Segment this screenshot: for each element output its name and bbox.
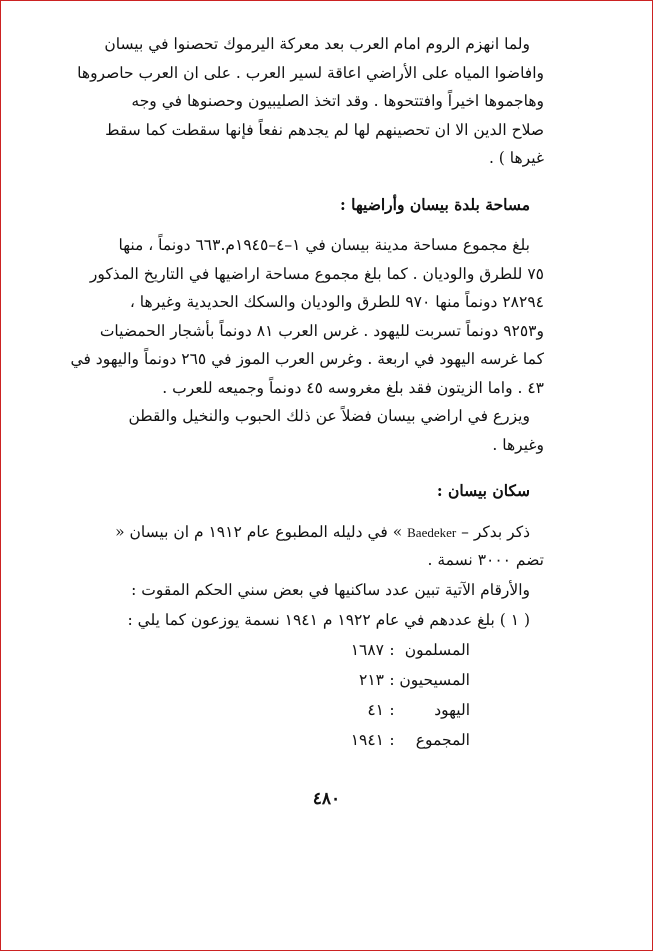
colon: : [389, 730, 395, 749]
census-item-1: ( ١ ) بلغ عددهم في عام ١٩٢٢ م ١٩٤١ نسمة يوزعون كما يلي : [127, 610, 530, 629]
text-fragment: » في دليله المطبوع عام ١٩١٢ م ان بيسان « [115, 522, 403, 541]
text-line: ويزرع في اراضي بيسان فضلاً عن ذلك الحبوب والنخيل والقطن [128, 407, 530, 425]
population-label: المسيحيون [399, 670, 470, 689]
population-label: المجموع [415, 730, 470, 749]
population-row [70, 665, 470, 695]
intro-line: والأرقام الآتية تبين عدد ساكنيها في بعض سني الحكم المقوت : [131, 580, 530, 599]
population-label: اليهود [434, 700, 470, 719]
population-value: ٤١ [367, 700, 384, 719]
text-line: ٧٥ للطرق والوديان . كما بلغ مجموع مساحة اراضيها في التاريخ المذكور [89, 264, 544, 283]
text-fragment: ذكر بدكر – [461, 522, 530, 541]
population-row [70, 725, 470, 755]
text-line: غيرها ) . [488, 149, 544, 167]
colon: : [389, 640, 395, 659]
text-line [70, 518, 530, 547]
colon: : [389, 700, 395, 719]
text-line: كما غرسه اليهود في اربعة . وغرس العرب الموز في ٢٦٥ دونماً واليهود في [70, 350, 544, 368]
text-line: و٩٢٥٣ دونماً تسربت لليهود . غرس العرب ٨١ دونماً بأشجار الحمضيات [99, 321, 544, 340]
population-value: ١٦٨٧ [350, 640, 384, 659]
heading-area: مساحة بلدة بيسان وأراضيها : [340, 194, 530, 214]
page-content [70, 30, 544, 755]
text-line: تضم ٣٠٠٠ نسمة . [427, 551, 544, 569]
text-line: وغيرها . [492, 435, 544, 454]
population-table [70, 635, 544, 755]
population-row [70, 635, 470, 665]
text-line: وافاضوا المياه على الأراضي اعاقة لسير العرب . على ان العرب حاصروها [77, 63, 544, 82]
paragraph-crops [70, 402, 544, 459]
text-line: ولما انهزم الروم امام العرب بعد معركة اليرموك تحصنوا في بيسان [104, 35, 530, 53]
latin-name: Baedeker [407, 524, 457, 540]
population-row [70, 695, 470, 725]
population-value: ٢١٣ [359, 670, 384, 689]
paragraph-area [70, 231, 544, 402]
text-line: ٢٨٢٩٤ دونماً منها ٩٧٠ للطرق والوديان والسكك الحديدية وغيرها ، [129, 293, 544, 311]
text-line: بلغ مجموع مساحة مدينة بيسان في ١–٤–١٩٤٥م.٦٦٣ دونماً ، منها [118, 236, 530, 254]
paragraph-rum-defeat [70, 30, 544, 173]
text-line: صلاح الدين الا ان تحصينهم لها لم يجدهم نفعاً فإنها سقطت كما سقط [105, 120, 544, 139]
text-line: وهاجموها اخيراً وافتتحوها . وقد اتخذ الصليبيون وحصنوها في وجه [131, 92, 544, 110]
page-number: ٤٨٠ [312, 789, 341, 809]
population-value: ١٩٤١ [350, 730, 384, 749]
paragraph-baedeker [70, 518, 544, 575]
text-line: ٤٣ . واما الزيتون فقد بلغ مغروسه ٤٥ دونماً وجميعه للعرب . [162, 378, 544, 397]
heading-population: سكان بيسان : [436, 481, 530, 500]
colon: : [389, 670, 395, 689]
population-label: المسلمون [404, 640, 470, 659]
